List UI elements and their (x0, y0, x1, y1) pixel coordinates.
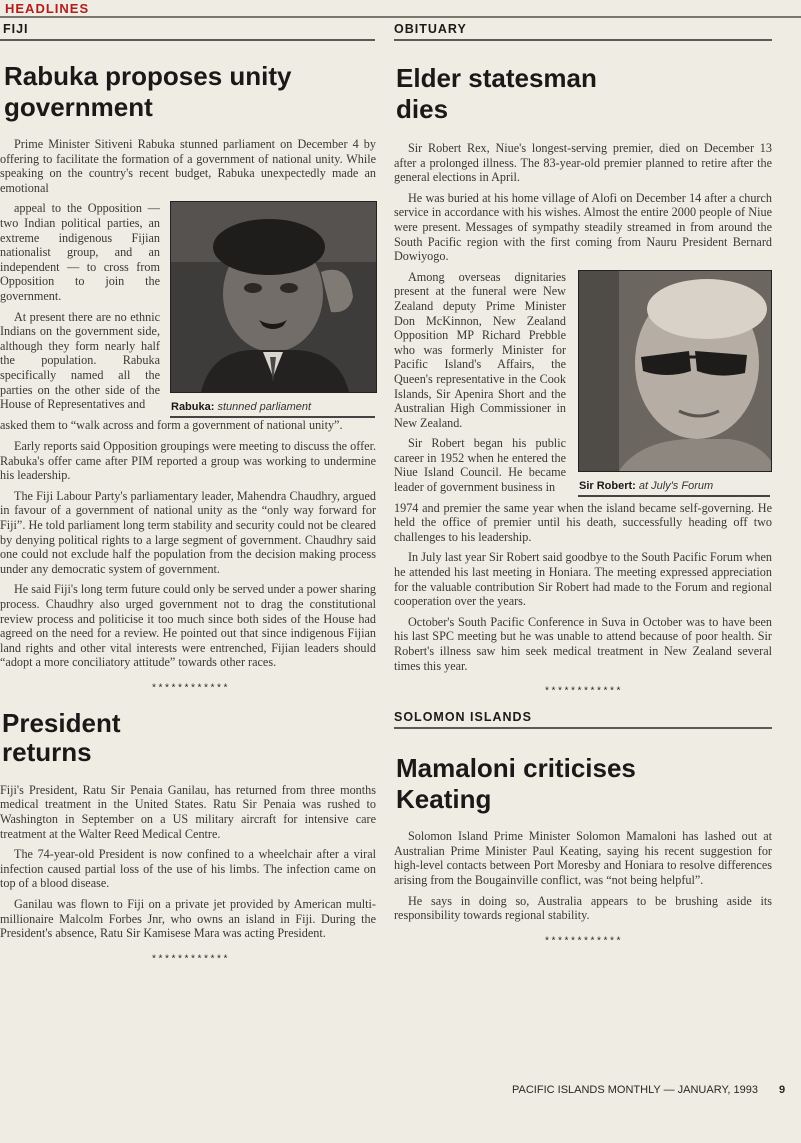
caption-name: Rabuka: (171, 401, 215, 414)
section-tag-solomon-islands: SOLOMON ISLANDS (394, 710, 772, 729)
photo-rex-box (578, 270, 770, 501)
masthead (0, 0, 801, 18)
story-rabuka (0, 137, 380, 670)
headline-president: President returns (2, 707, 121, 767)
paragraph: The Fiji Labour Party's parliamentary leader, Mahendra Chaudhry, argued in favour of a government of national unity as the “only way forward for Fiji”. He told parliament long term stability and security could not be cleared by denying political rights to a large segment of government. Chaudhry said one could not exclude half the population from the decision making process under any democratic system of government. (0, 488, 377, 576)
paragraph: Prime Minister Sitiveni Rabuka stunned parliament on December 4 by offering to facilitate the formation of a government of national unity. While speaking on the country's recent budget, Rabuka unexpectedly made an emotional (0, 137, 376, 195)
headline-rabuka: Rabuka proposes unity government (4, 61, 292, 122)
paragraph: Fiji's President, Ratu Sir Penaia Ganilau, has returned from three months medical treatment in the United States. Ratu Sir Penaia was rushed to Washington in September on a US military aircraft for intensive care treatment at the Walter Reed Medical Centre. (0, 782, 376, 841)
paragraph: The 74-year-old President is now confined to a wheelchair after a viral infection caused partial loss of the use of his limbs. The infection came on top of a blood disease. (0, 847, 376, 891)
story-president (0, 783, 376, 941)
masthead-label: HEADLINES (5, 1, 90, 16)
paragraph: At present there are no ethnic Indians on the government side, although they form nearly half the population. Rabuka specifically named all the parties on the other side of the House of Representatives and (0, 309, 160, 412)
rabuka-caption (170, 398, 375, 418)
paragraph: Sir Robert Rex, Niue's longest-serving premier, died on December 13 after a prolonged illness. The 83-year-old premier planned to retire after the general elections in April. (394, 141, 772, 185)
section-tag-obituary: OBITUARY (394, 22, 772, 41)
separator-stars: ************ (543, 687, 622, 699)
paragraph: Early reports said Opposition groupings were meeting to discuss the offer. Rabuka's offer came after PIM reported a group was working to undermine his leadership. (0, 438, 376, 483)
separator-stars: ************ (150, 954, 229, 966)
paragraph: appeal to the Opposition — two Indian political parties, an extreme indigenous Fijian nationalist group, and an independent — to cross from Opposition to join the government. (0, 201, 160, 303)
page-footer (512, 1084, 785, 1096)
paragraph: October's South Pacific Conference in Suva in October was to have been his last SPC meeting but he was unable to attend because of poor health. Sir Robert's illness saw him seek medical treatment in New Zealand several times this year. (394, 614, 772, 673)
right-column (394, 22, 772, 962)
paragraph: Ganilau was flown to Fiji on a private jet provided by American multi-millionaire Malcolm Forbes Jnr, who owns an island in Fiji. During the President's absence, Ratu Sir Kamisese Mara was acting President. (0, 897, 376, 941)
separator-stars: ************ (543, 936, 622, 948)
caption-text: at July's Forum (638, 479, 714, 492)
rabuka-photo (170, 201, 377, 393)
paragraph: He says in doing so, Australia appears to be brushing aside its responsibility towards regional stability. (394, 893, 772, 923)
paragraph: He was buried at his home village of Alofi on December 14 after a church service in accordance with his wishes. Almost the entire 2000 people of Niue were present. Messages of sympathy steadily streamed in from around the South Pacific region with the first coming from Nauru President Bernard Dowiyogo. (394, 190, 772, 264)
story-mamaloni (394, 829, 772, 923)
paragraph: 1974 and premier the same year when the island became self-governing. He held the office of premier until his death, successfully heading off two challenges to his leadership. (394, 500, 772, 544)
story-rex (394, 141, 772, 673)
left-column (0, 22, 380, 980)
section-tag-fiji: FIJI (0, 22, 375, 41)
paragraph: Among overseas dignitaries present at the funeral were New Zealand deputy Prime Minister Don McKinnon, New Zealand Opposition MP Richard Prebble who was formerly Minister for Pacific Island's Affairs, the Queen's representative in the Cook Islands, Sir Apenira Short and the Australian High Commissioner in New Zealand. (394, 269, 566, 430)
footer-publication: PACIFIC ISLANDS MONTHLY — JANUARY, 1993 (512, 1084, 758, 1096)
rex-caption (578, 477, 770, 497)
caption-text: stunned parliament (217, 401, 312, 414)
paragraph: asked them to “walk across and form a government of national unity”. (0, 418, 343, 433)
paragraph: He said Fiji's long term future could only be served under a power sharing process. Chaudhry also urged government not to drag the constitutional review process and politicise it too much since both sides of the House had agreed on the need for a review. He pointed out that since indigenous Fijian land rights and other vital interests were entrenched, Fijian leaders should “adopt a more conciliatory attitude” towards other races. (0, 582, 376, 670)
headline-elder-statesman: Elder statesman dies (396, 63, 597, 124)
paragraph: Sir Robert began his public career in 1952 when he entered the Niue Island Council. He became leader of government business in (394, 436, 566, 495)
separator-stars: ************ (150, 683, 229, 695)
headline-mamaloni: Mamaloni criticises Keating (396, 753, 636, 815)
paragraph: In July last year Sir Robert said goodbye to the South Pacific Forum when he attended his last meeting in Honiara. The meeting expressed appreciation for the valuable contribution Sir Robert had made to the Forum and regional cooperation over the years. (394, 550, 772, 609)
caption-name: Sir Robert: (579, 479, 636, 492)
rex-photo (578, 270, 772, 472)
paragraph: Solomon Island Prime Minister Solomon Mamaloni has lashed out at Australian Prime Minister Paul Keating, saying his recent suggestion for high-level contacts between Port Moresby and Honiara to resolve differences arising from the Bougainville conflict, was “not being helpful”. (394, 829, 772, 887)
masthead-rule (0, 16, 801, 18)
page-number: 9 (779, 1084, 786, 1096)
photo-rabuka-box (170, 201, 375, 418)
